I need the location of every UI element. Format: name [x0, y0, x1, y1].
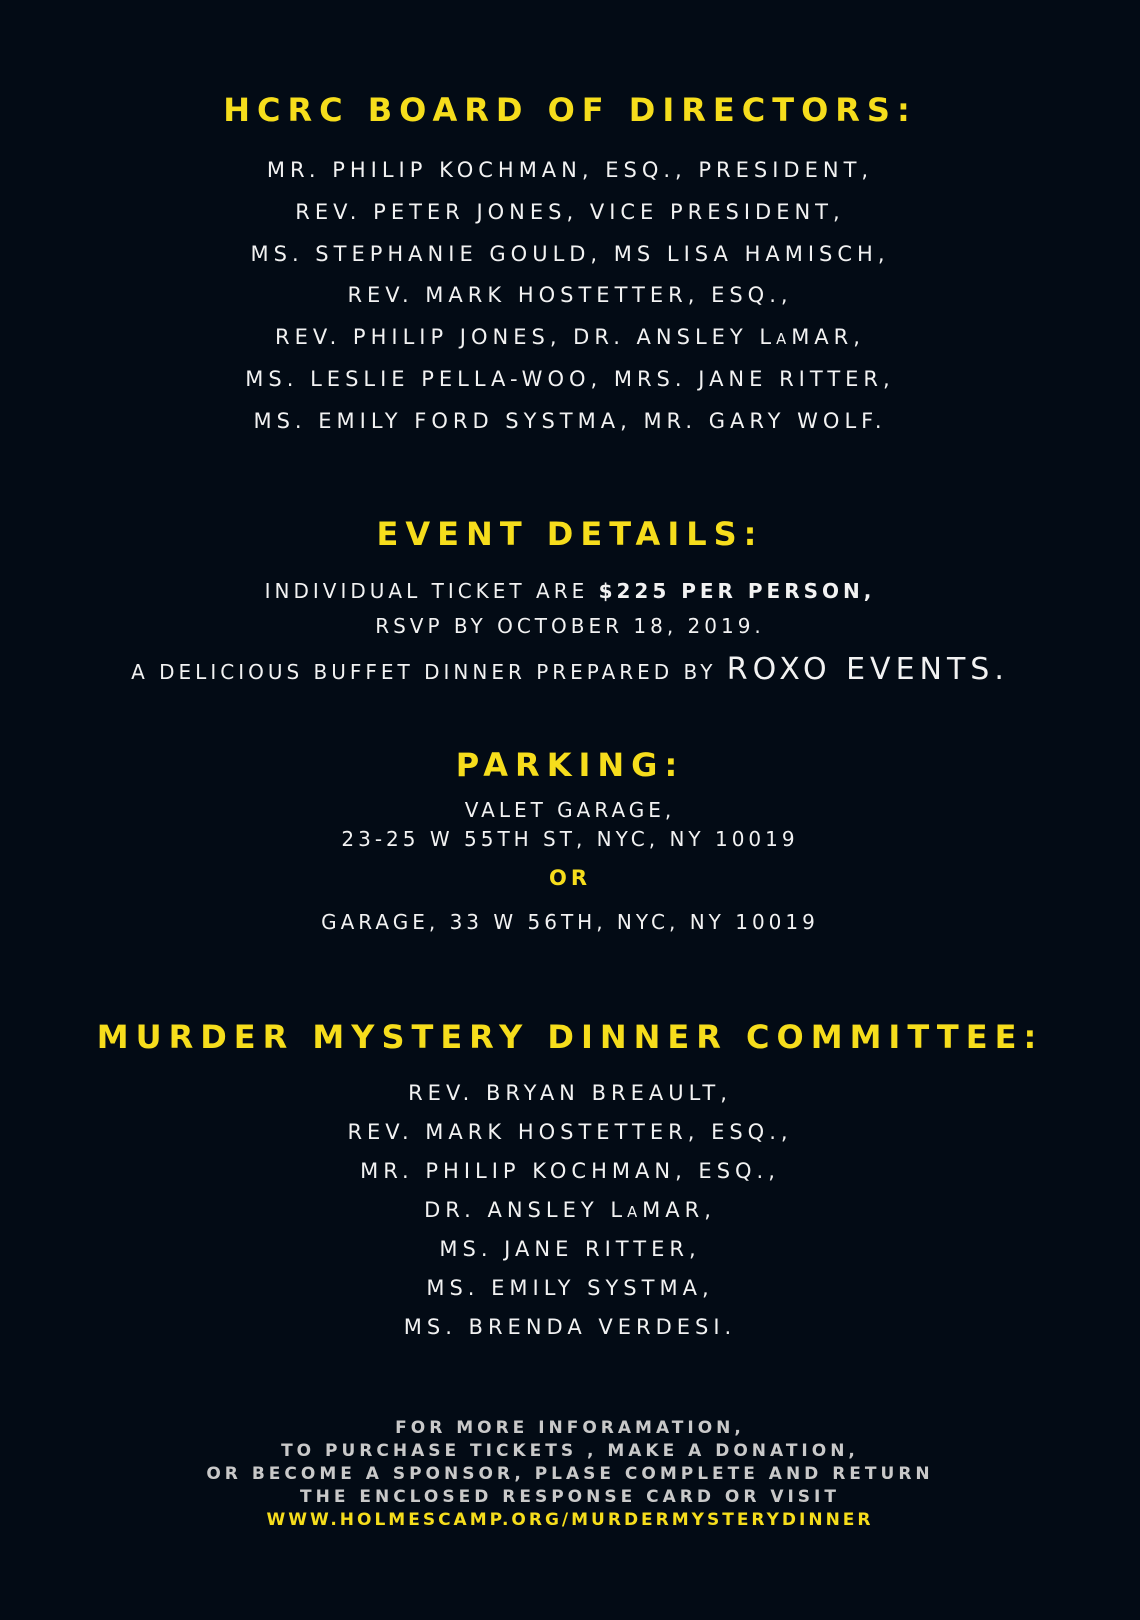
board-line-5	[0, 325, 1140, 349]
board-line-2: REV. PETER JONES, VICE PRESIDENT,	[295, 200, 845, 224]
committee-line-1: REV. BRYAN BREAULT,	[408, 1081, 732, 1105]
committee-line-2: REV. MARK HOSTETTER, ESQ.,	[347, 1120, 793, 1144]
committee-line-4-small-caps: A	[627, 1204, 643, 1221]
board-line-5-small-caps: A	[776, 331, 792, 348]
committee-line-5: MS. JANE RITTER,	[439, 1237, 701, 1261]
committee-line-7: MS. BRENDA VERDESI.	[403, 1315, 737, 1339]
ticket-price: $225 PER PERSON,	[598, 579, 876, 603]
second-garage: GARAGE, 33 W 56TH, NYC, NY 10019	[321, 910, 819, 934]
rsvp-line: RSVP BY OCTOBER 18, 2019.	[375, 614, 765, 638]
footer-website-link[interactable]: WWW.HOLMESCAMP.ORG/MURDERMYSTERYDINNER	[266, 1510, 874, 1530]
footer-line-4: THE ENCLOSED RESPONSE CARD OR VISIT	[300, 1487, 840, 1507]
board-line-3: MS. STEPHANIE GOULD, MS LISA HAMISCH,	[250, 242, 890, 266]
committee-line-3: MR. PHILIP KOCHMAN, ESQ.,	[360, 1159, 780, 1183]
board-line-5-end: MAR,	[791, 325, 865, 349]
caterer-name: ROXO EVENTS.	[726, 652, 1009, 687]
parking-heading: PARKING:	[455, 746, 685, 784]
valet-garage-name: VALET GARAGE,	[464, 798, 676, 822]
footer-line-2: TO PURCHASE TICKETS , MAKE A DONATION,	[281, 1441, 859, 1461]
footer-line-1: FOR MORE INFORAMATION,	[395, 1418, 745, 1438]
valet-garage-address: 23-25 W 55TH ST, NYC, NY 10019	[341, 827, 799, 851]
committee-line-4-end: MAR,	[642, 1198, 716, 1222]
board-line-4: REV. MARK HOSTETTER, ESQ.,	[347, 283, 793, 307]
board-heading: HCRC BOARD OF DIRECTORS:	[223, 91, 917, 129]
board-line-5-start: REV. PHILIP JONES, DR. ANSLEY L	[275, 325, 777, 349]
dinner-prefix: A DELICIOUS BUFFET DINNER PREPARED BY	[131, 660, 727, 684]
event-heading: EVENT DETAILS:	[376, 515, 764, 553]
ticket-prefix: INDIVIDUAL TICKET ARE	[264, 579, 599, 603]
board-line-7: MS. EMILY FORD SYSTMA, MR. GARY WOLF.	[253, 409, 887, 433]
dinner-line	[0, 652, 1140, 687]
committee-line-4-start: DR. ANSLEY L	[424, 1198, 628, 1222]
parking-or: OR	[548, 866, 592, 890]
committee-heading: MURDER MYSTERY DINNER COMMITTEE:	[96, 1018, 1044, 1056]
board-line-6: MS. LESLIE PELLA-WOO, MRS. JANE RITTER,	[245, 367, 895, 391]
committee-line-6: MS. EMILY SYSTMA,	[426, 1276, 714, 1300]
committee-line-4	[0, 1198, 1140, 1222]
footer-line-3: OR BECOME A SPONSOR, PLASE COMPLETE AND RETURN	[206, 1464, 934, 1484]
ticket-line	[0, 579, 1140, 603]
board-line-1: MR. PHILIP KOCHMAN, ESQ., PRESIDENT,	[266, 158, 874, 182]
